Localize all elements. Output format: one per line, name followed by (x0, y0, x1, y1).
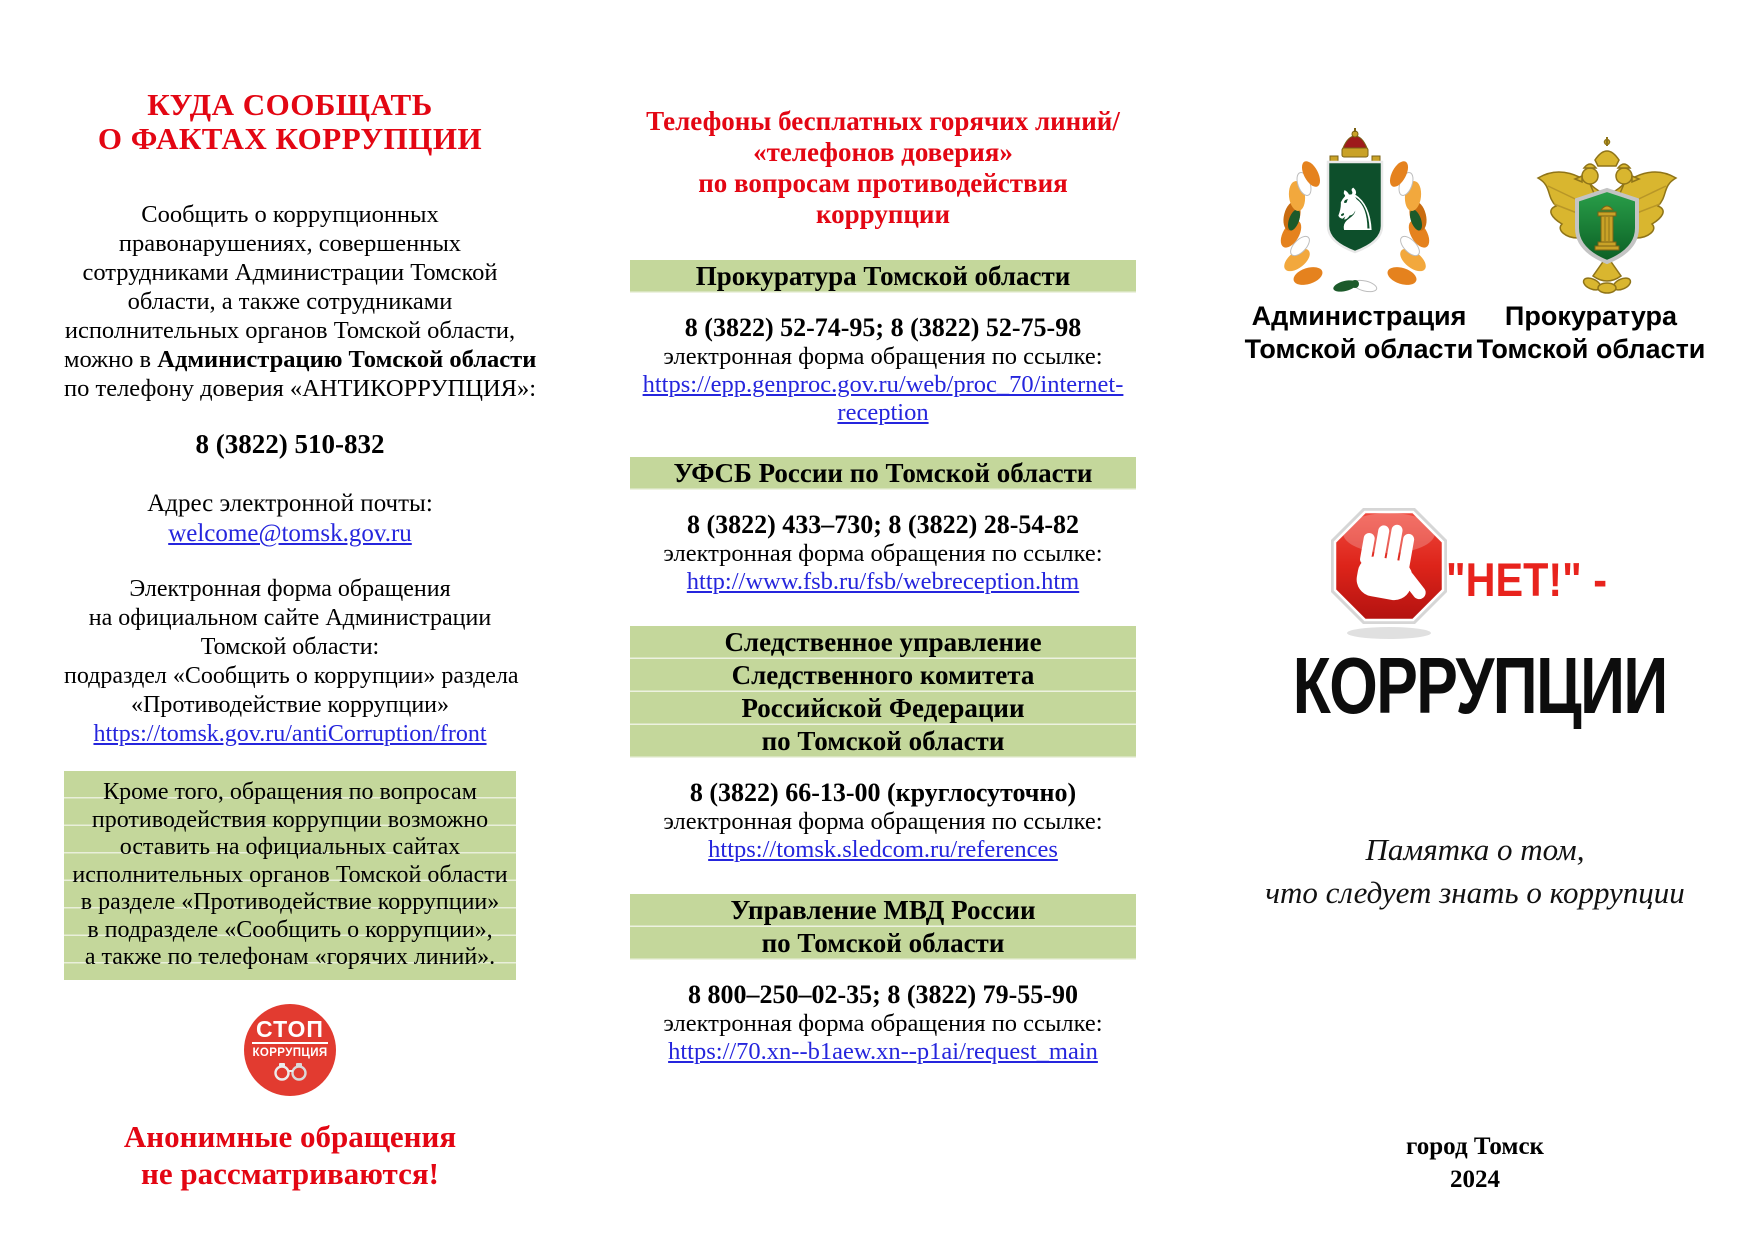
email-link-wrap (64, 519, 516, 549)
section-header-line: Управление МВД России (730, 895, 1036, 925)
section-header-line: Прокуратура Томской области (695, 261, 1071, 291)
link-intro-text: электронная форма обращения по ссылке: (663, 1010, 1103, 1037)
intro-line: области, а также сотрудниками (127, 288, 453, 315)
green-note-line: исполнительных органов Томской области (72, 861, 508, 888)
section-header-fsb (630, 457, 1136, 490)
eform-line: на официальном сайте Администрации (88, 605, 492, 631)
intro-line: правонарушениях, совершенных (118, 230, 462, 257)
mvd-phones: 8 800–250–02-35; 8 (3822) 79-55-90 (688, 980, 1078, 1009)
investigative-committee-phones: 8 (3822) 66-13-00 (круглосуточно) (689, 778, 1077, 807)
footer-city-year (1240, 1130, 1710, 1196)
prosecutor-label-line: Прокуратура (1504, 301, 1678, 331)
footer-year: 2024 (1450, 1166, 1500, 1193)
slogan-no-text: "НЕТ!" - (1446, 553, 1607, 606)
eform-line: Электронная форма обращения (129, 576, 451, 602)
handcuffs-icon (269, 1062, 311, 1082)
anonymous-line: не рассматриваются! (141, 1155, 439, 1191)
eform-paragraph (64, 575, 519, 720)
section-header-line: Следственное управление (724, 627, 1042, 657)
hotlines-title-line: коррупции (815, 199, 951, 229)
left-column-title (64, 88, 516, 156)
green-note-line: Кроме того, обращения по вопросам (103, 779, 477, 805)
hotlines-title (630, 106, 1136, 230)
wreath-right (1385, 158, 1433, 288)
prosecutor-label-line: Томской области (1476, 334, 1706, 364)
central-crown (1595, 137, 1619, 166)
badge-corruption-text: КОРРУПЦИЯ (252, 1047, 328, 1059)
section-header-mvd (630, 894, 1136, 960)
eform-line: подраздел «Сообщить о коррупции» раздела (64, 663, 519, 689)
anonymous-line: Анонимные обращения (123, 1118, 457, 1154)
report-intro-paragraph (64, 200, 537, 403)
email-link[interactable]: welcome@tomsk.gov.ru (168, 520, 412, 547)
green-note-line: в разделе «Противодействие коррупции» (80, 889, 500, 915)
hotlines-title-line: Телефоны бесплатных горячих линий/ (646, 106, 1120, 136)
green-shield (1577, 190, 1637, 262)
hotlines-title-line: «телефонов доверия» (753, 137, 1013, 167)
tagline-line: Памятка о том, (1365, 832, 1585, 867)
tagline-line: что следует знать о коррупции (1265, 875, 1685, 910)
intro-line: Сообщить о коррупционных (141, 201, 439, 228)
slogan-no (1446, 552, 1706, 608)
mvd-eform-link[interactable]: https://70.xn--b1aew.xn--p1ai/request_main (668, 1038, 1098, 1065)
link-intro-text: электронная форма обращения по ссылке: (663, 343, 1103, 370)
prosecutor-phones: 8 (3822) 52-74-95; 8 (3822) 52-75-98 (684, 313, 1082, 342)
intro-line (64, 345, 537, 374)
section-header-line: УФСБ России по Томской области (673, 458, 1093, 488)
left-title-line: КУДА СООБЩАТЬ (147, 87, 433, 122)
ribbon-bow (1332, 278, 1378, 294)
eform-link-wrap (64, 720, 516, 749)
section-header-investigative-committee (630, 626, 1136, 758)
footer-city: город Томск (1406, 1133, 1544, 1160)
stop-hand-sign (1328, 505, 1450, 641)
badge-stop-text: СТОП (252, 1017, 328, 1044)
green-note-line: а также по телефонам «горячих линий». (84, 944, 496, 970)
green-note-line: в подразделе «Сообщить о коррупции», (87, 916, 493, 943)
administration-label-line: Администрация (1251, 301, 1467, 331)
intro-line-prefix: можно в (64, 346, 158, 373)
section-header-line: по Томской области (761, 928, 1005, 958)
intro-line-bold-org: Администрацию Томской области (157, 346, 537, 373)
anticorruption-hotline-phone: 8 (3822) 510-832 (195, 429, 385, 459)
intro-line: сотрудниками Администрации Томской (82, 259, 498, 286)
brochure-tagline (1240, 828, 1710, 914)
crown (1342, 128, 1368, 157)
tomsk-coat-of-arms-image (1270, 124, 1440, 300)
section-header-line: Следственного комитета (731, 660, 1035, 690)
link-intro-text: электронная форма обращения по ссылке: (663, 808, 1103, 835)
green-note-line: противодействия коррупции возможно (91, 806, 489, 833)
white-horse-icon: ♞ (1329, 176, 1381, 244)
green-note-line: оставить на официальных сайтах (119, 834, 461, 860)
prosecutor-emblem-image (1532, 134, 1682, 298)
section-header-line: по Томской области (761, 726, 1005, 756)
hotlines-title-line: по вопросам противодействия (698, 168, 1068, 198)
email-label: Адрес электронной почты: (147, 490, 433, 517)
slogan-corruption (1240, 642, 1710, 730)
section-header-prosecutor (630, 260, 1136, 293)
left-column (64, 0, 537, 1192)
green-highlight-note (64, 771, 516, 980)
section-header-line: Российской Федерации (741, 693, 1025, 723)
prosecutor-eform-link[interactable]: https://epp.genproc.gov.ru/web/proc_70/internet-reception (642, 371, 1124, 426)
fsb-phones: 8 (3822) 433–730; 8 (3822) 28-54-82 (686, 510, 1080, 539)
shield (1328, 156, 1382, 252)
left-title-line: О ФАКТАХ КОРРУПЦИИ (97, 121, 483, 156)
eform-line: «Противодействие коррупции» (131, 692, 449, 718)
administration-label-line: Томской области (1244, 334, 1474, 364)
intro-line: исполнительных органов Томской области, (64, 317, 516, 344)
administration-label (1240, 300, 1478, 366)
eform-line: Томской области: (200, 634, 380, 660)
anticorruption-site-link[interactable]: https://tomsk.gov.ru/antiCorruption/front (93, 721, 487, 747)
wreath-left (1277, 158, 1325, 288)
intro-line: по телефону доверия «АНТИКОРРУПЦИЯ»: (64, 375, 537, 402)
investigative-committee-eform-link[interactable]: https://tomsk.sledcom.ru/references (708, 836, 1058, 863)
slogan-corruption-text: КОРРУПЦИИ (1292, 641, 1667, 730)
hotlines-column (630, 0, 1136, 1066)
stop-corruption-badge (244, 1004, 336, 1096)
cover-column (1240, 0, 1710, 1241)
link-intro-text: электронная форма обращения по ссылке: (663, 540, 1103, 567)
fsb-eform-link[interactable]: http://www.fsb.ru/fsb/webreception.htm (686, 568, 1080, 595)
anonymous-warning (64, 1118, 516, 1192)
prosecutor-label (1472, 300, 1710, 366)
